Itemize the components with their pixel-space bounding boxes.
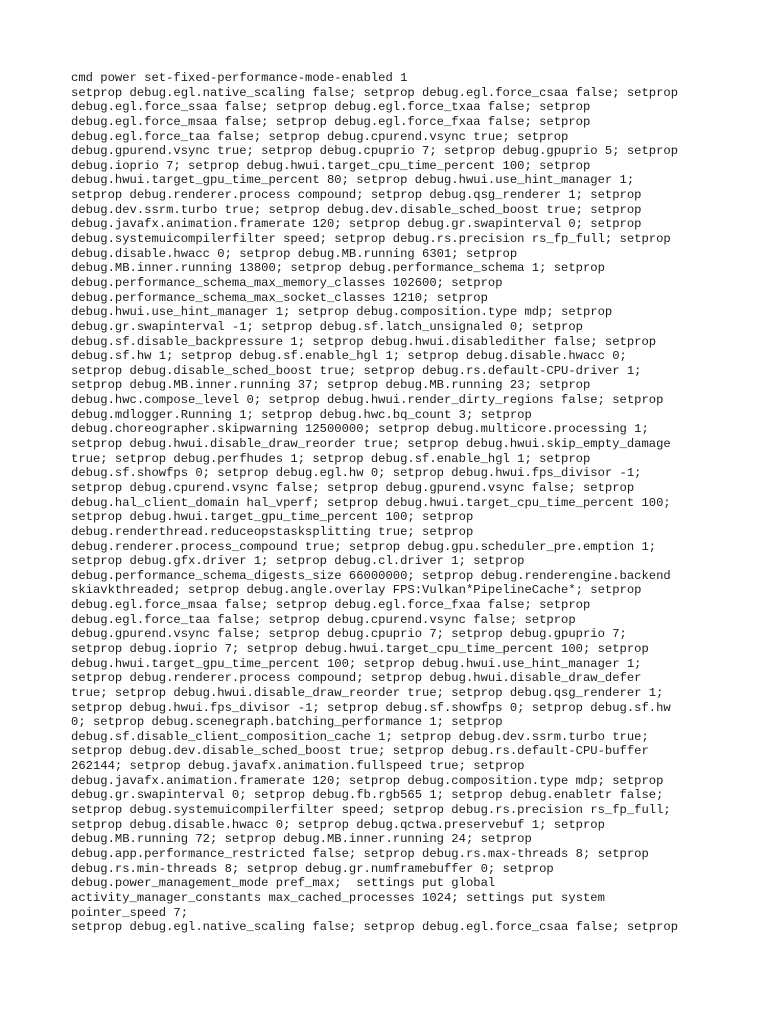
text-line: debug.hwc.compose_level 0; setprop debug.hwui.render_dirty_regions false; setprop bbox=[71, 393, 664, 408]
text-line: debug.power_management_mode pref_max; settings put global bbox=[71, 876, 496, 891]
text-line: debug.renderer.process_compound true; setprop debug.gpu.scheduler_pre.emption 1; bbox=[71, 539, 657, 554]
text-line: debug.egl.force_taa false; setprop debug.cpurend.vsync true; setprop bbox=[71, 129, 569, 144]
text-line: setprop debug.disable_sched_boost true; setprop debug.rs.default-CPU-driver 1; bbox=[71, 363, 642, 378]
text-line: debug.systemuicompilerfilter speed; setprop debug.rs.precision rs_fp_full; setprop bbox=[71, 232, 671, 247]
text-line: debug.javafx.animation.framerate 120; setprop debug.composition.type mdp; setprop bbox=[71, 773, 664, 788]
text-line: debug.mdlogger.Running 1; setprop debug.hwc.bq_count 3; setprop bbox=[71, 407, 532, 422]
text-line: debug.performance_schema_digests_size 66000000; setprop debug.renderengine.backend bbox=[71, 568, 671, 583]
text-line: debug.choreographer.skipwarning 12500000; setprop debug.multicore.processing 1; bbox=[71, 422, 649, 437]
text-line: setprop debug.gfx.driver 1; setprop debug.cl.driver 1; setprop bbox=[71, 554, 525, 569]
text-line: debug.performance_schema_max_memory_classes 102600; setprop bbox=[71, 275, 503, 290]
text-line: setprop debug.dev.disable_sched_boost true; setprop debug.rs.default-CPU-buffer bbox=[71, 744, 649, 759]
text-line: setprop debug.MB.inner.running 37; setprop debug.MB.running 23; setprop bbox=[71, 378, 591, 393]
text-line: 262144; setprop debug.javafx.animation.fullspeed true; setprop bbox=[71, 759, 525, 774]
text-line: setprop debug.renderer.process compound; setprop debug.qsg_renderer 1; setprop bbox=[71, 188, 642, 203]
text-line: debug.gpurend.vsync false; setprop debug.cpuprio 7; setprop debug.gpuprio 7; bbox=[71, 627, 627, 642]
text-line: 0; setprop debug.scenegraph.batching_performance 1; setprop bbox=[71, 715, 503, 730]
text-line: setprop debug.hwui.disable_draw_reorder true; setprop debug.hwui.skip_empty_damage bbox=[71, 437, 671, 452]
text-line: setprop debug.egl.native_scaling false; setprop debug.egl.force_csaa false; setprop bbox=[71, 85, 679, 100]
text-line: debug.egl.force_taa false; setprop debug.cpurend.vsync false; setprop bbox=[71, 612, 576, 627]
text-line: debug.gr.swapinterval -1; setprop debug.sf.latch_unsignaled 0; setprop bbox=[71, 319, 583, 334]
text-line: activity_manager_constants max_cached_processes 1024; settings put system bbox=[71, 890, 605, 905]
text-line: debug.MB.running 72; setprop debug.MB.inner.running 24; setprop bbox=[71, 832, 532, 847]
text-line: debug.hwui.target_gpu_time_percent 100; setprop debug.hwui.use_hint_manager 1; bbox=[71, 656, 642, 671]
text-line: setprop debug.systemuicompilerfilter speed; setprop debug.rs.precision rs_fp_full; bbox=[71, 803, 671, 818]
text-line: cmd power set-fixed-performance-mode-enabled 1 bbox=[71, 71, 408, 85]
text-line: debug.gr.swapinterval 0; setprop debug.fb.rgb565 1; setprop debug.enabletr false; bbox=[71, 788, 664, 803]
text-line: debug.rs.min-threads 8; setprop debug.gr.numframebuffer 0; setprop bbox=[71, 861, 554, 876]
command-text-block bbox=[71, 71, 751, 935]
text-line: setprop debug.hwui.fps_divisor -1; setprop debug.sf.showfps 0; setprop debug.sf.hw bbox=[71, 700, 671, 715]
text-line: debug.hwui.target_gpu_time_percent 80; setprop debug.hwui.use_hint_manager 1; bbox=[71, 173, 635, 188]
text-line: debug.ioprio 7; setprop debug.hwui.target_cpu_time_percent 100; setprop bbox=[71, 158, 591, 173]
text-line: debug.renderthread.reduceopstasksplitting true; setprop bbox=[71, 524, 474, 539]
text-line: debug.egl.force_ssaa false; setprop debug.egl.force_txaa false; setprop bbox=[71, 100, 591, 115]
text-line: debug.MB.inner.running 13800; setprop debug.performance_schema 1; setprop bbox=[71, 261, 605, 276]
text-line: debug.sf.disable_backpressure 1; setprop debug.hwui.disabledither false; setprop bbox=[71, 334, 657, 349]
text-line: setprop debug.renderer.process compound; setprop debug.hwui.disable_draw_defer bbox=[71, 671, 642, 686]
text-line: debug.app.performance_restricted false; setprop debug.rs.max-threads 8; setprop bbox=[71, 846, 649, 861]
text-line: true; setprop debug.perfhudes 1; setprop debug.sf.enable_hgl 1; setprop bbox=[71, 451, 591, 466]
text-line: debug.performance_schema_max_socket_classes 1210; setprop bbox=[71, 290, 488, 305]
text-line: setprop debug.disable.hwacc 0; setprop debug.qctwa.preservebuf 1; setprop bbox=[71, 817, 605, 832]
text-line: debug.javafx.animation.framerate 120; setprop debug.gr.swapinterval 0; setprop bbox=[71, 217, 642, 232]
text-line: setprop debug.egl.native_scaling false; setprop debug.egl.force_csaa false; setprop bbox=[71, 920, 679, 935]
text-line: debug.disable.hwacc 0; setprop debug.MB.running 6301; setprop bbox=[71, 246, 518, 261]
text-line: debug.egl.force_msaa false; setprop debug.egl.force_fxaa false; setprop bbox=[71, 114, 591, 129]
text-line: debug.hwui.use_hint_manager 1; setprop debug.composition.type mdp; setprop bbox=[71, 305, 613, 320]
text-line: setprop debug.hwui.target_gpu_time_percent 100; setprop bbox=[71, 510, 474, 525]
text-line: debug.sf.hw 1; setprop debug.sf.enable_hgl 1; setprop debug.disable.hwacc 0; bbox=[71, 349, 627, 364]
text-line: skiavkthreaded; setprop debug.angle.overlay FPS:Vulkan*PipelineCache*; setprop bbox=[71, 583, 642, 598]
text-line: debug.egl.force_msaa false; setprop debug.egl.force_fxaa false; setprop bbox=[71, 598, 591, 613]
text-line: debug.sf.showfps 0; setprop debug.egl.hw 0; setprop debug.hwui.fps_divisor -1; bbox=[71, 466, 642, 481]
text-line: debug.sf.disable_client_composition_cache 1; setprop debug.dev.ssrm.turbo true; bbox=[71, 729, 649, 744]
text-line: setprop debug.cpurend.vsync false; setprop debug.gpurend.vsync false; setprop bbox=[71, 480, 635, 495]
text-line: setprop debug.ioprio 7; setprop debug.hwui.target_cpu_time_percent 100; setprop bbox=[71, 641, 649, 656]
text-line: pointer_speed 7; bbox=[71, 905, 189, 920]
text-line: debug.hal_client_domain hal_vperf; setprop debug.hwui.target_cpu_time_percent 100; bbox=[71, 495, 671, 510]
text-line: debug.dev.ssrm.turbo true; setprop debug.dev.disable_sched_boost true; setprop bbox=[71, 202, 642, 217]
text-line: true; setprop debug.hwui.disable_draw_reorder true; setprop debug.qsg_renderer 1; bbox=[71, 685, 664, 700]
text-line: debug.gpurend.vsync true; setprop debug.cpuprio 7; setprop debug.gpuprio 5; setprop bbox=[71, 144, 679, 159]
